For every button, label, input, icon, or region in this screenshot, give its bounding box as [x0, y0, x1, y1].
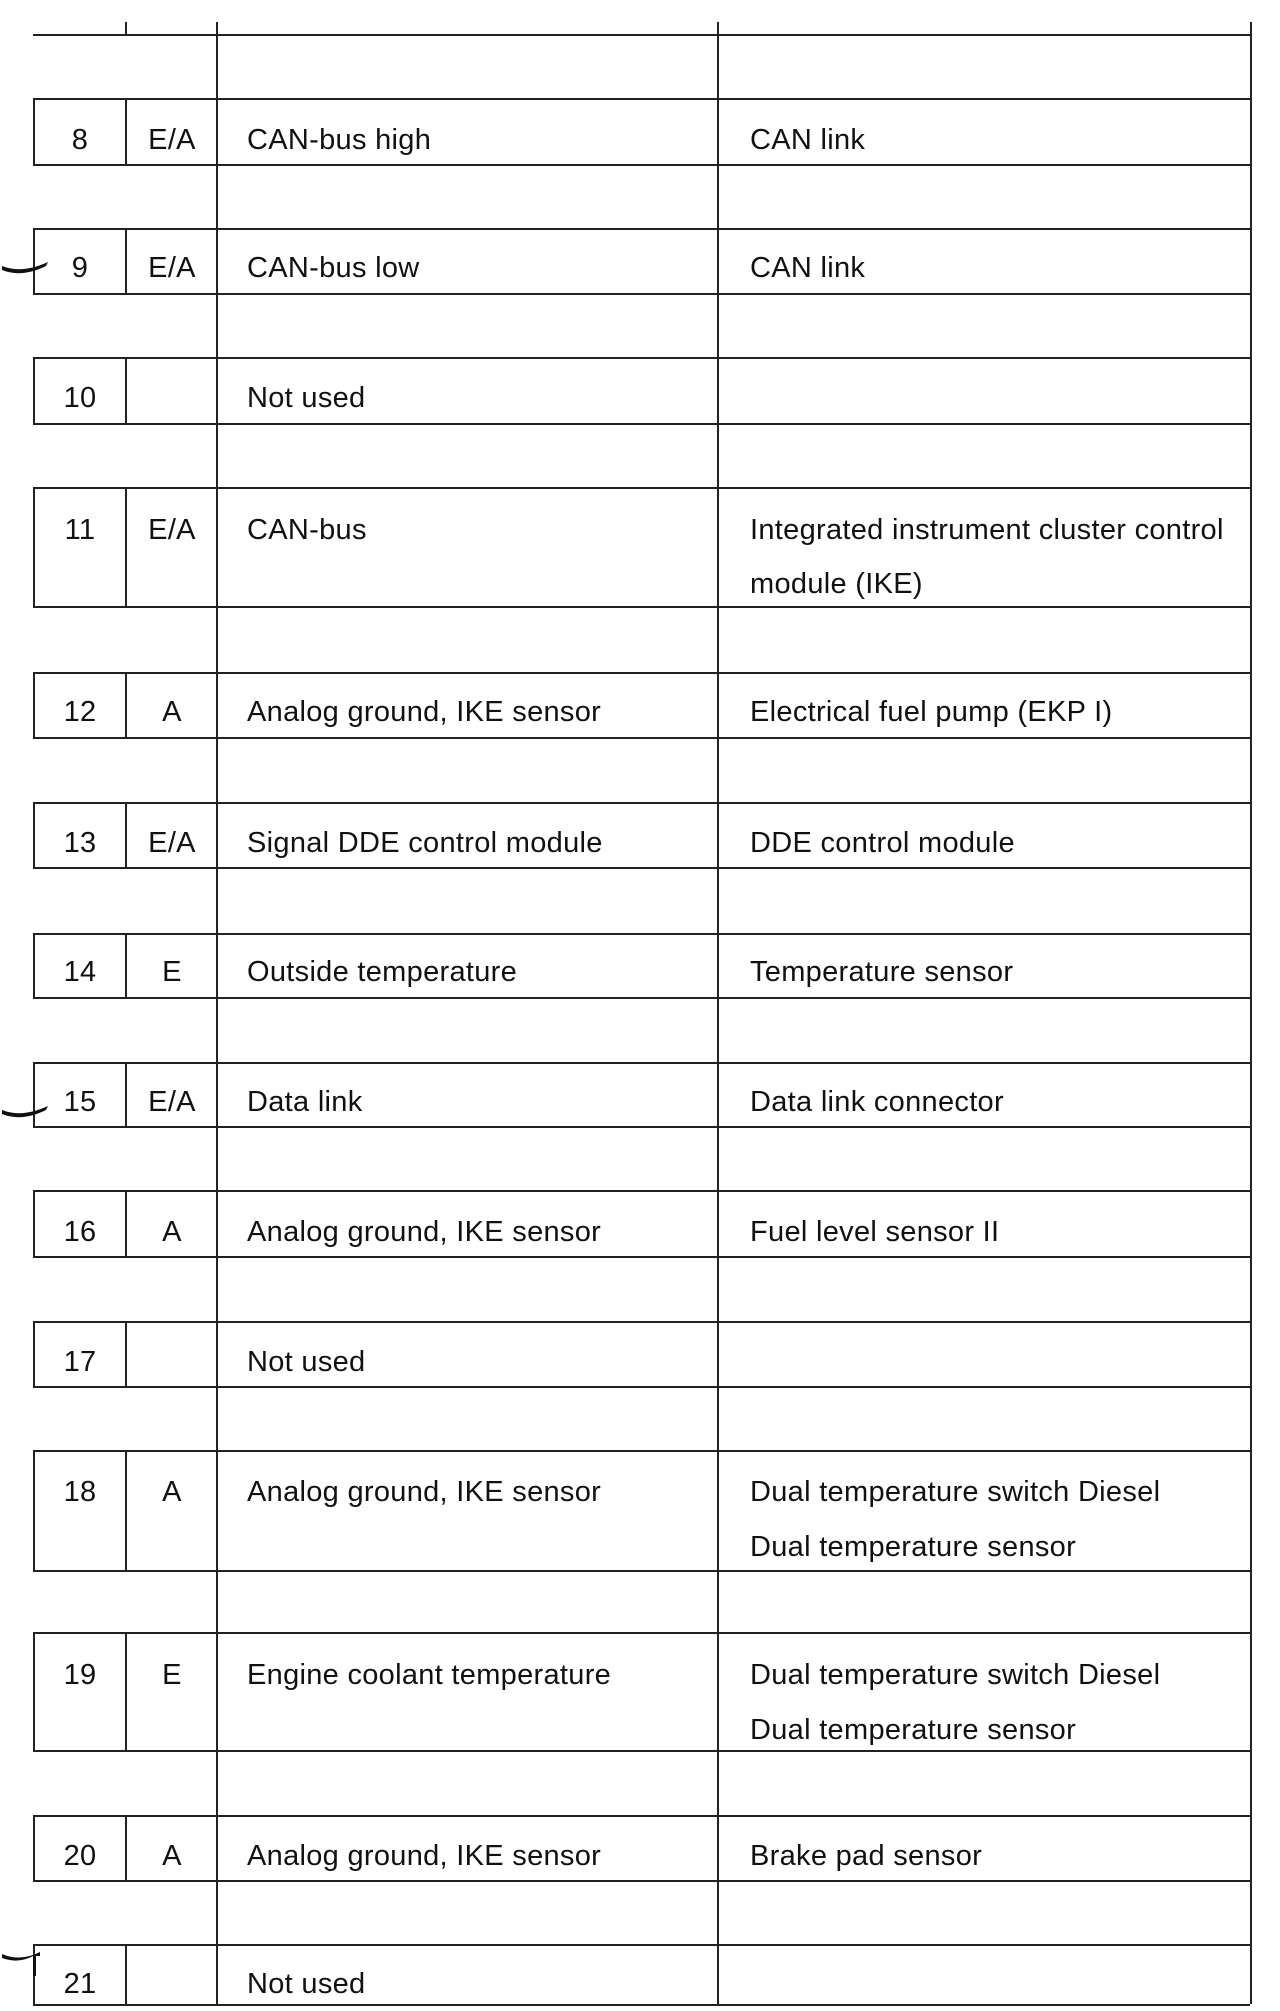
connection-description: DDE control module	[750, 827, 1015, 859]
table-right-border	[1250, 1062, 1252, 1190]
function-description: Engine coolant temperature	[247, 1659, 612, 1691]
pin-number: 11	[64, 514, 96, 546]
table-right-border	[1250, 1321, 1252, 1450]
column-rule	[216, 22, 218, 98]
connection-description: CAN link	[750, 124, 866, 156]
signal-type: E/A	[148, 124, 196, 156]
table-right-border	[1250, 1450, 1252, 1632]
column-rule	[125, 1321, 127, 1386]
column-rule	[717, 1632, 719, 1815]
pin-number: 19	[63, 1659, 97, 1691]
table-right-border	[1250, 228, 1252, 357]
connection-description: Data link connector	[750, 1086, 1004, 1118]
column-rule	[717, 98, 719, 228]
function-description: Signal DDE control module	[247, 827, 603, 859]
function-description: Analog ground, IKE sensor	[247, 1840, 602, 1872]
margin-mark-icon	[0, 1092, 60, 1132]
column-rule	[717, 22, 719, 98]
row-bottom-rule	[33, 2004, 1250, 2006]
margin-mark-icon	[0, 1940, 60, 1980]
signal-type: A	[162, 1216, 182, 1248]
column-rule	[717, 672, 719, 802]
pin-number: 8	[71, 124, 89, 156]
table-right-border	[1250, 933, 1252, 1062]
table-right-border	[1250, 487, 1252, 672]
table-right-border	[1250, 1632, 1252, 1815]
table-right-border	[1250, 22, 1252, 98]
signal-type: A	[162, 1840, 182, 1872]
table-right-border	[1250, 1815, 1252, 1944]
column-rule	[717, 1944, 719, 2004]
connection-description: Electrical fuel pump (EKP I)	[750, 696, 1113, 728]
connection-description-line2: module (IKE)	[750, 568, 923, 600]
margin-mark-icon	[0, 248, 60, 288]
column-rule	[216, 1944, 218, 2004]
column-rule	[216, 357, 218, 487]
table-right-border	[1250, 357, 1252, 487]
connection-description: Integrated instrument cluster control	[750, 514, 1224, 546]
pin-number: 14	[63, 956, 97, 988]
pin-number: 17	[63, 1346, 97, 1378]
signal-type: A	[162, 696, 182, 728]
table-right-border	[1250, 1190, 1252, 1321]
function-description: Analog ground, IKE sensor	[247, 1476, 602, 1508]
function-description: Analog ground, IKE sensor	[247, 696, 602, 728]
column-rule	[717, 228, 719, 357]
pin-number: 10	[63, 382, 97, 414]
connection-description: Brake pad sensor	[750, 1840, 983, 1872]
function-description: Not used	[247, 1346, 366, 1378]
column-rule	[717, 357, 719, 487]
column-rule	[125, 357, 127, 423]
function-description: Not used	[247, 1968, 366, 2000]
function-description: CAN-bus low	[247, 252, 420, 284]
column-rule-fragment	[125, 22, 127, 36]
pin-number: 15	[63, 1086, 97, 1118]
table-right-border	[1250, 98, 1252, 228]
function-description: Not used	[247, 382, 366, 414]
column-rule	[717, 1321, 719, 1450]
pin-number: 20	[63, 1840, 97, 1872]
function-description: CAN-bus	[247, 514, 367, 546]
function-description: Data link	[247, 1086, 363, 1118]
column-rule	[717, 933, 719, 1062]
signal-type: E/A	[148, 827, 196, 859]
table-right-border	[1250, 1944, 1252, 2004]
connection-description-line2: Dual temperature sensor	[750, 1714, 1077, 1746]
function-description: Outside temperature	[247, 956, 518, 988]
pin-number: 9	[71, 252, 89, 284]
connection-description-line2: Dual temperature sensor	[750, 1531, 1077, 1563]
pin-number: 12	[63, 696, 97, 728]
column-rule	[216, 1321, 218, 1450]
connection-description: CAN link	[750, 252, 866, 284]
column-rule	[125, 1944, 127, 2004]
column-rule	[717, 802, 719, 933]
signal-type: E/A	[148, 514, 196, 546]
table-right-border	[1250, 672, 1252, 802]
column-rule	[717, 1062, 719, 1190]
pin-number: 13	[63, 827, 97, 859]
column-rule	[717, 1815, 719, 1944]
connection-description: Dual temperature switch Diesel	[750, 1659, 1161, 1691]
column-rule	[717, 487, 719, 672]
function-description: Analog ground, IKE sensor	[247, 1216, 602, 1248]
signal-type: E	[162, 956, 182, 988]
column-rule	[717, 1450, 719, 1632]
signal-type: E	[162, 1659, 182, 1691]
signal-type: A	[162, 1476, 182, 1508]
table-right-border	[1250, 802, 1252, 933]
signal-type: E/A	[148, 252, 196, 284]
pin-number: 16	[63, 1216, 97, 1248]
connection-description: Fuel level sensor II	[750, 1216, 1000, 1248]
pin-number: 18	[63, 1476, 97, 1508]
connection-description: Dual temperature switch Diesel	[750, 1476, 1161, 1508]
function-description: CAN-bus high	[247, 124, 432, 156]
connection-description: Temperature sensor	[750, 956, 1014, 988]
pin-number: 21	[63, 1968, 97, 2000]
signal-type: E/A	[148, 1086, 196, 1118]
column-rule	[717, 1190, 719, 1321]
